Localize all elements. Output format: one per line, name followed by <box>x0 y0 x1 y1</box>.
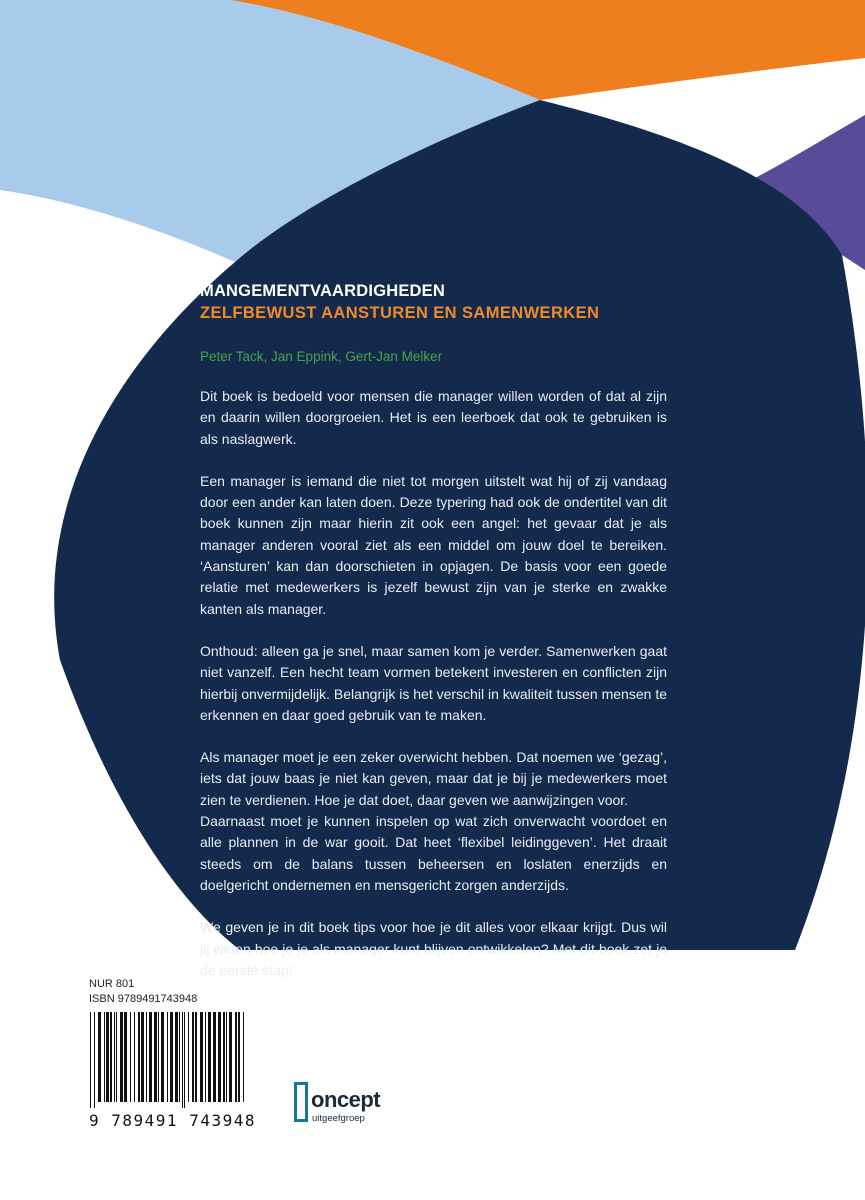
barcode-bar <box>235 1012 237 1102</box>
barcode-bar <box>226 1012 227 1102</box>
barcode-bar <box>114 1012 115 1102</box>
publisher-name: oncept <box>311 1087 381 1112</box>
barcode-bar <box>195 1012 197 1102</box>
barcode-bar <box>141 1012 144 1102</box>
barcode-bar <box>200 1012 203 1102</box>
barcode-bar <box>120 1012 123 1102</box>
barcode-bar <box>184 1012 185 1108</box>
isbn-code: ISBN 9789491743948 <box>89 993 198 1005</box>
barcode-bar <box>192 1012 194 1102</box>
blurb-paragraph: Een manager is iemand die niet tot morgen uitstelt wat hij of zij vandaag door een ander kan laten doen. Deze typering had ook de ondertitel van dit boek kunnen zijn maar hierin zit ook een angel: het gevaar dat je als manager anderen vooral ziet als een middel om jouw doel te bereiken. ‘Aansturen’ kan dan doorschieten in opjagen. De basis voor een goede relatie met medewerkers is jezelf bewust zijn van je sterke en zwakke kanten als manager. <box>200 472 667 617</box>
blurb-paragraph: Daarnaast moet je kunnen inspelen op wat zich onverwacht voordoet en alle plannen in de war gooit. Dat heet ‘flexibel leidinggeven’. Het draait steeds om de balans tussen beheersen en loslaten enerzijds en doelgericht ondernemen en mensgericht zorgen anderzijds. <box>200 813 667 893</box>
barcode-bar <box>223 1012 225 1102</box>
barcode-bar <box>106 1012 109 1102</box>
barcode-digits: 9 789491 743948 <box>89 1111 256 1130</box>
text-block <box>200 280 667 981</box>
barcode-bar <box>243 1012 244 1102</box>
barcode-bar <box>154 1012 157 1102</box>
barcode-bar <box>138 1012 140 1102</box>
barcode-bar <box>124 1012 127 1102</box>
barcode-bar <box>238 1012 240 1102</box>
barcode-bar <box>213 1012 216 1102</box>
barcode-bar <box>146 1012 147 1102</box>
barcode-bar <box>116 1012 117 1102</box>
book-authors: Peter Tack, Jan Eppink, Gert-Jan Melker <box>200 349 443 364</box>
barcode-bar <box>90 1012 91 1108</box>
barcode-bar <box>161 1012 164 1102</box>
barcode-bar <box>188 1012 189 1102</box>
barcode-bar <box>94 1012 95 1108</box>
publisher-subtitle: uitgeefgroep <box>312 1113 365 1124</box>
barcode-bar <box>170 1012 173 1102</box>
barcode-bar <box>110 1012 112 1102</box>
blurb-paragraph: Onthoud: alleen ga je snel, maar samen kom je verder. Samenwerken gaat niet vanzelf. Een hecht team vormen betekent investeren en conflicten zijn hierbij onvermijdelijk. Belangrijk is het verschil in kwaliteit tussen mensen te erkennen en daar goed gebruik van te maken. <box>200 642 667 723</box>
barcode-bar <box>182 1012 183 1108</box>
barcode-bar <box>218 1012 221 1102</box>
publisher-logo <box>294 1080 414 1140</box>
barcode <box>88 1010 248 1110</box>
barcode-bar <box>229 1012 232 1102</box>
barcode-bar <box>179 1012 180 1102</box>
nur-code: NUR 801 <box>89 978 135 990</box>
barcode-bar <box>134 1012 135 1102</box>
barcode-bar <box>167 1012 168 1102</box>
barcode-bar <box>104 1012 105 1102</box>
blurb-paragraph: Als manager moet je een zeker overwicht hebben. Dat noemen we ‘gezag’, iets dat jouw baas je niet kan geven, maar dat je bij je medewerkers moet zien te verdienen. Hoe je dat doet, daar geven we aanwijzingen voor. <box>200 749 667 808</box>
barcode-bar <box>130 1012 131 1102</box>
blurb-paragraph: We geven je in dit boek tips voor hoe je dit alles voor elkaar krijgt. Dus wil jij weten hoe je je als manager kunt blijven ontwikkelen? Met dit boek zet je de eerste stap! <box>200 919 667 978</box>
book-subtitle: ZELFBEWUST AANSTUREN EN SAMENWERKEN <box>200 304 600 322</box>
barcode-bar <box>158 1012 159 1102</box>
blurb-paragraph: Dit boek is bedoeld voor mensen die manager willen worden of dat al zijn en daarin willen doorgroeien. Het is een leerboek dat ook te gebruiken is als naslagwerk. <box>200 388 667 447</box>
barcode-bar <box>175 1012 178 1102</box>
book-title: MANGEMENTVAARDIGHEDEN <box>200 282 445 300</box>
barcode-bar <box>98 1012 101 1102</box>
c-bracket-logo-icon <box>294 1082 308 1122</box>
barcode-bar <box>208 1012 211 1102</box>
barcode-bar <box>149 1012 152 1102</box>
barcode-bars <box>88 1010 248 1110</box>
barcode-bar <box>205 1012 206 1102</box>
